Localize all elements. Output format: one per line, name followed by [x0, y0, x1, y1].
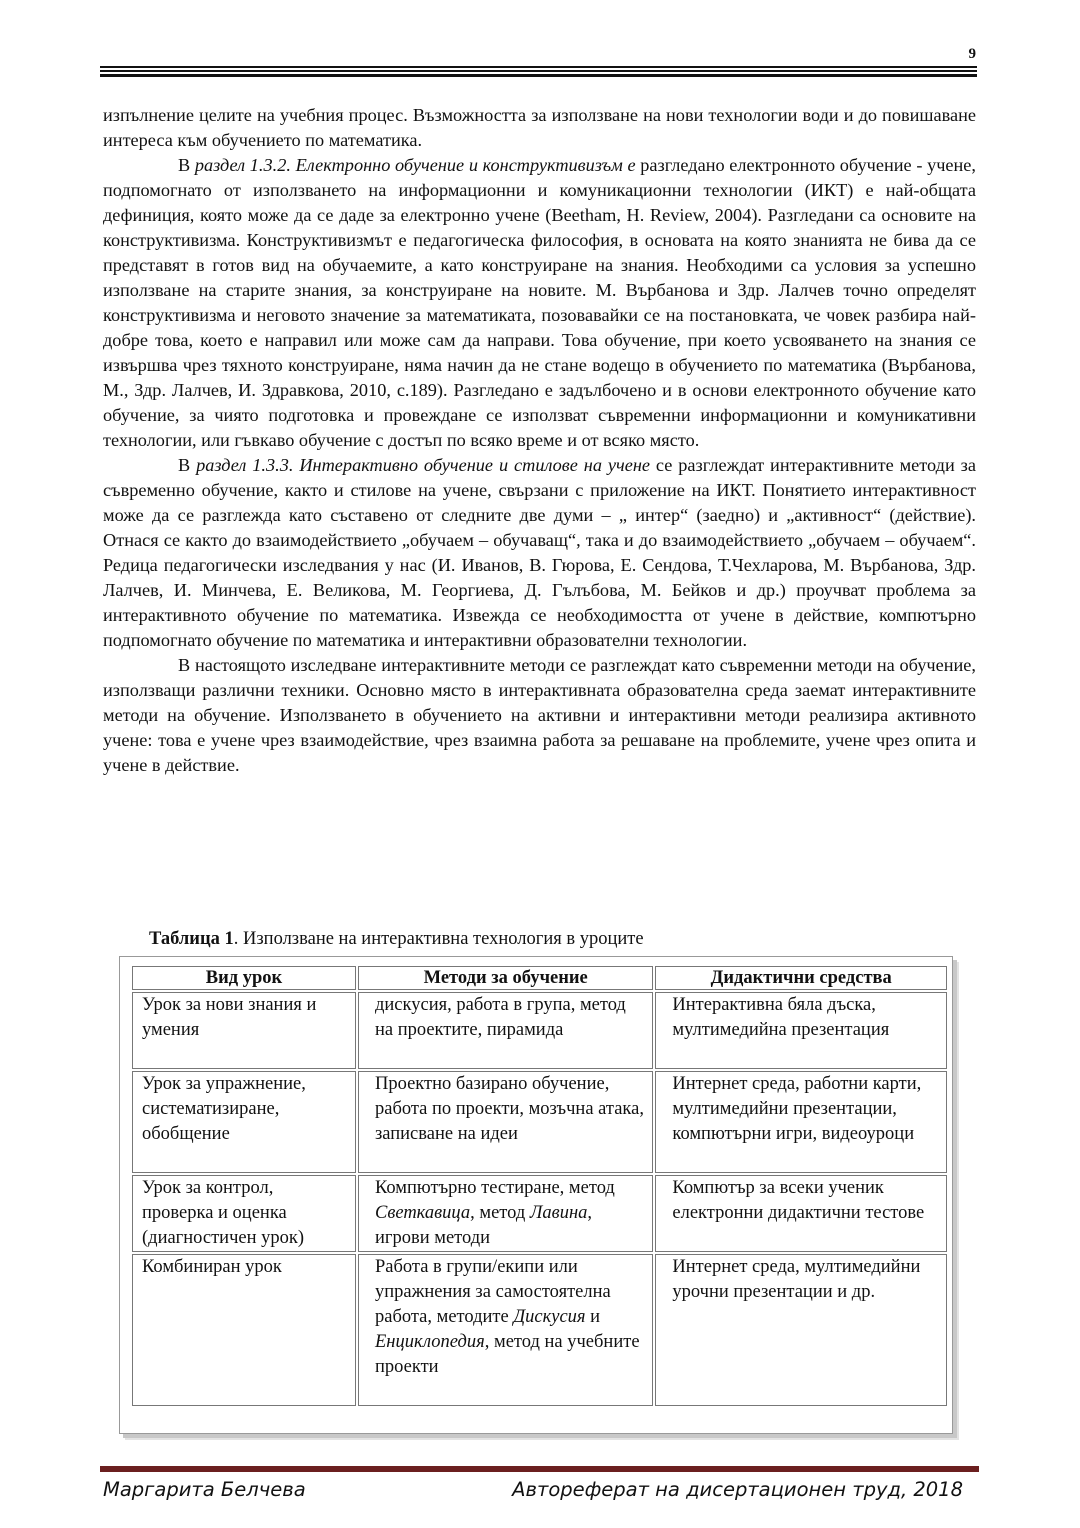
text-run: Работа в групи/екипи или упражнения за самостоятелна работа, методите [374, 1257, 611, 1327]
text-run: Интерактивна бяла дъска, мултимедийна презентация [672, 995, 890, 1040]
table-cell [132, 1254, 356, 1406]
column-header: Вид урок [132, 966, 356, 990]
page-number: 9 [968, 46, 976, 62]
paragraph [103, 153, 976, 453]
text-run: , метод [470, 1203, 530, 1223]
table-row [132, 1254, 947, 1406]
table-row [132, 1175, 947, 1252]
text-run: и [585, 1307, 601, 1327]
table-row [132, 992, 947, 1069]
text-run: Проектно базирано обучение, работа по проекти, мозъчна атака, записване на идеи [374, 1074, 644, 1144]
table-row [132, 1071, 947, 1173]
table-cell [132, 1071, 356, 1173]
methods-table [130, 964, 949, 1408]
text-run: Комбиниран урок [142, 1257, 282, 1277]
table-caption-text: . Използване на интерактивна технология в уроците [233, 929, 644, 949]
body-text [103, 103, 976, 778]
footer-author: Маргарита Белчева [103, 1478, 306, 1501]
paragraph [103, 653, 976, 778]
table-cell [655, 1071, 947, 1173]
text-run: , игрови методи [374, 1203, 593, 1248]
text-run: Интернет среда, работни карти, мултимедийни презентации, компютърни игри, видеоуроци [672, 1074, 922, 1144]
table-header-row [132, 966, 947, 990]
text-run: В [178, 455, 197, 475]
text-run: , метод на учебните проекти [374, 1332, 640, 1377]
text-run: Компютърно тестиране, метод [374, 1178, 615, 1198]
italic-run: Дискусия [513, 1307, 586, 1327]
text-run: В [178, 155, 195, 175]
table-cell [132, 992, 356, 1069]
table-cell [655, 1254, 947, 1406]
text-run: разгледано електронното обучение - учене, подпомогнато от използването на информационни и комуникационни технологии (ИКТ) е най-общата дефиниция, която може да се даде за електронно учене (Beetham, H. Review, 2004). Разгледани са основите на конструктивизма. Конструктивизмът е педагогическа философия, в основата на която знанията не бива да се представят в готов вид на обучаемите, а като конструиране на знания. Необходими са условия за успешно използване на старите знания, за конструиране на новите. М. Върбанова и Здр. Лалчев точно определят конструктивизма и неговото значение за математиката, позовавайки се на постановката, че човек разбира най-добре това, което е направил или може сам да направи. Това обучение, при което усвояването на знания се извършва чрез тяхното конструиране, няма начин да не стане водещо в обучението по математика (Върбанова, М., Здр. Лалчев, И. Здравкова, 2010, с.189). Разгледано е задълбочено и в основи електронното обучение като обучение, за чиято подготовка и провеждане се използват съвременни информационни и комуникативни технологии, или гъвкаво обучение с достъп по всяко време и от всяко място. [103, 155, 976, 450]
text-run: Урок за упражнение, систематизиране, обобщение [142, 1074, 306, 1144]
table-cell [655, 1175, 947, 1252]
paragraph [103, 453, 976, 653]
table-cell [358, 992, 653, 1069]
text-run: се разглеждат интерактивните методи за съвременно обучение, както и стилове на учене, свързани с приложение на ИКТ. Понятието интерактивност може да се разглежда като съставено от следните две думи – „ интер“ (заедно) и „активност“ (действие). Отнася се както до взаимодействието „обучаем – обучаващ“, така и до взаимодействието „обучаем – обучаем“. Редица педагогически изследвания у нас (И. Иванов, В. Гюрова, Е. Сендова, Т.Чехларова, М. Върбанова, Здр. Лалчев, И. Минчева, Е. Великова, М. Георгиева, Д. Гълъбова, М. Бейков и др.) проучват проблема за интерактивното обучение по математика. Извежда се необходимостта от учене в действие, компютърно подпомогнато обучение по математика и интерактивни образователни технологии. [103, 455, 976, 650]
text-run: Компютър за всеки ученик електронни дидактични тестове [672, 1178, 925, 1223]
italic-run: Лавина [529, 1203, 588, 1223]
text-run: Урок за нови знания и умения [142, 995, 317, 1040]
column-header: Методи за обучение [358, 966, 653, 990]
text-run: В настоящото изследване интерактивните методи се разглеждат като съвременни методи на обучение, използващи различни техники. Основно място в интерактивната образователна среда заемат интерактивните методи на обучение. Използването в обучението на активни и интерактивни методи реализира активното учене: това е учене чрез взаимодействие, чрез взаимна работа за решаване на проблемите, учене чрез опита и учене в действие. [103, 655, 976, 775]
table-cell [132, 1175, 356, 1252]
table-caption-label: Таблица 1 [149, 929, 234, 949]
table-cell [655, 992, 947, 1069]
table-cell [358, 1175, 653, 1252]
text-run: Интернет среда, мултимедийни урочни презентации и др. [672, 1257, 921, 1302]
footer-title: Автореферат на дисертационен труд, 2018 [512, 1478, 963, 1501]
table-caption [149, 927, 644, 952]
italic-run: Светкавица [374, 1203, 471, 1223]
paragraph [103, 103, 976, 153]
table-frame [119, 956, 953, 1434]
text-run: дискусия, работа в група, метод на проектите, пирамида [374, 995, 626, 1040]
italic-run: раздел 1.3.3. Интерактивно обучение и стилове на учене [196, 455, 651, 475]
italic-run: раздел 1.3.2. Електронно обучение и конструктивизъм е [194, 155, 636, 175]
footer-rule [100, 1466, 979, 1472]
header-rule [100, 66, 977, 77]
table-cell [358, 1071, 653, 1173]
table-cell [358, 1254, 653, 1406]
text-run: изпълнение целите на учебния процес. Възможността за използване на нови технологии води и до повишаване интереса към обучението по математика. [103, 105, 976, 150]
italic-run: Енциклопедия [374, 1332, 485, 1352]
text-run: Урок за контрол, проверка и оценка (диагностичен урок) [142, 1178, 305, 1248]
column-header: Дидактични средства [655, 966, 947, 990]
